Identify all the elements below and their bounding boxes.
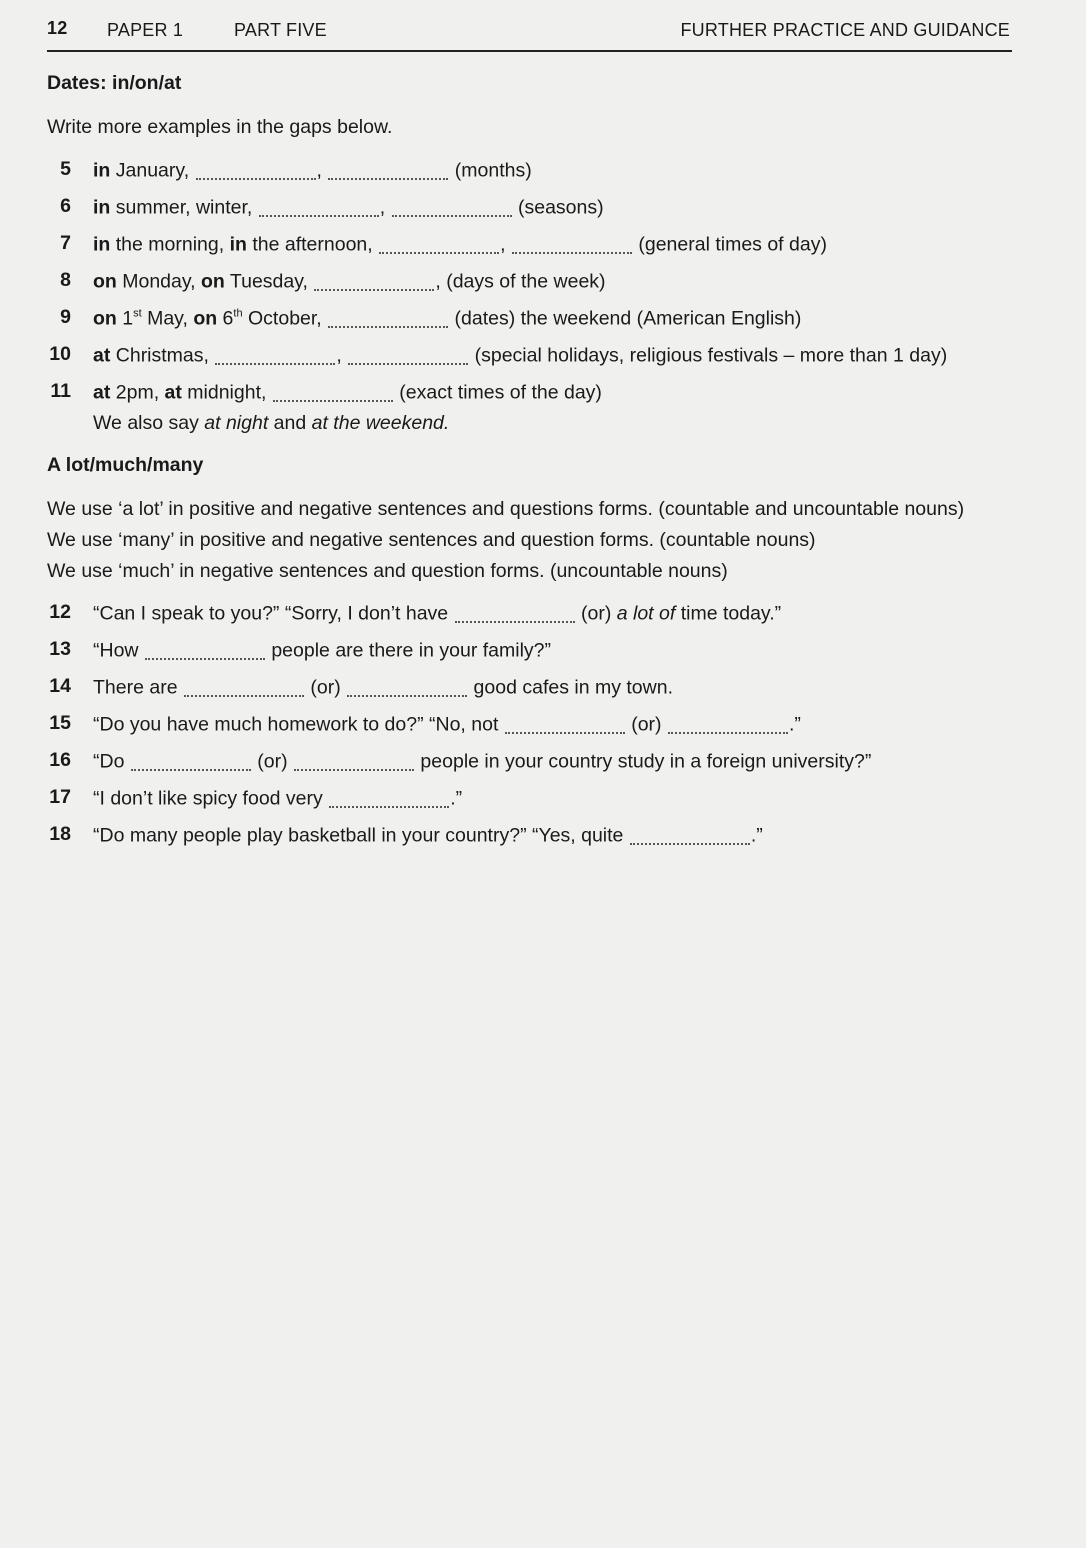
answer-gap[interactable] — [215, 343, 335, 365]
answer-gap[interactable] — [196, 158, 316, 180]
answer-gap[interactable] — [328, 158, 448, 180]
item-text: “Do (or) people in your country study in a foreign university?” — [93, 750, 872, 773]
item-text: in the morning, in the afternoon, , (general times of day) — [93, 233, 827, 256]
answer-gap[interactable] — [259, 195, 379, 217]
answer-gap[interactable] — [145, 638, 265, 660]
answer-gap[interactable] — [379, 232, 499, 254]
answer-gap[interactable] — [512, 232, 632, 254]
item-number: 8 — [60, 269, 71, 291]
item-text: in January, , (months) — [93, 159, 532, 182]
rule-text: We use ‘many’ in positive and negative sentences and question forms. (countable nouns) — [47, 529, 816, 551]
item-number: 16 — [49, 749, 71, 771]
item-number: 7 — [60, 232, 71, 254]
dates-heading: Dates: in/on/at — [47, 72, 182, 94]
answer-gap[interactable] — [347, 675, 467, 697]
item-text: on Monday, on Tuesday, , (days of the week) — [93, 270, 606, 293]
item-text: at 2pm, at midnight, (exact times of the day) — [93, 381, 602, 404]
answer-gap[interactable] — [630, 823, 750, 845]
item-number: 9 — [60, 306, 71, 328]
rule-text: We use ‘a lot’ in positive and negative sentences and questions forms. (countable and uncountable nouns) — [47, 498, 965, 520]
item-number: 5 — [60, 158, 71, 180]
answer-gap[interactable] — [314, 269, 434, 291]
item-number: 10 — [49, 343, 71, 365]
item-number: 6 — [60, 195, 71, 217]
part-label: PART FIVE — [234, 20, 327, 40]
item-number: 13 — [49, 638, 71, 660]
item-text: “I don’t like spicy food very .” — [93, 787, 463, 810]
answer-gap[interactable] — [184, 675, 304, 697]
item-number: 18 — [49, 823, 71, 845]
item-text: on 1st May, on 6th October, (dates) the weekend (American English) — [93, 307, 802, 330]
section-title: FURTHER PRACTICE AND GUIDANCE — [680, 20, 1010, 40]
dates-intro: Write more examples in the gaps below. — [47, 116, 393, 138]
item-text: “How people are there in your family?” — [93, 639, 551, 662]
item-number: 11 — [50, 380, 71, 402]
item-number: 12 — [49, 601, 71, 623]
answer-gap[interactable] — [131, 749, 251, 771]
item-text: “Do many people play basketball in your country?” “Yes, quite .” — [93, 824, 763, 847]
answer-gap[interactable] — [273, 380, 393, 402]
item-text: at Christmas, , (special holidays, religious festivals – more than 1 day) — [93, 344, 948, 367]
dates-note: We also say at night and at the weekend. — [93, 412, 450, 434]
answer-gap[interactable] — [328, 306, 448, 328]
page-header — [47, 16, 1012, 52]
rule-text: We use ‘much’ in negative sentences and question forms. (uncountable nouns) — [47, 560, 728, 582]
alot-heading: A lot/much/many — [47, 454, 204, 476]
item-number: 14 — [49, 675, 71, 697]
item-text: “Do you have much homework to do?” “No, not (or) .” — [93, 713, 801, 736]
item-number: 15 — [49, 712, 71, 734]
paper-label: PAPER 1 — [107, 20, 184, 40]
item-text: “Can I speak to you?” “Sorry, I don’t have (or) a lot of time today.” — [93, 602, 782, 625]
answer-gap[interactable] — [455, 601, 575, 623]
answer-gap[interactable] — [392, 195, 512, 217]
item-text: in summer, winter, , (seasons) — [93, 196, 604, 219]
item-text: There are (or) good cafes in my town. — [93, 676, 673, 699]
item-number: 17 — [49, 786, 71, 808]
answer-gap[interactable] — [329, 786, 449, 808]
answer-gap[interactable] — [668, 712, 788, 734]
answer-gap[interactable] — [294, 749, 414, 771]
answer-gap[interactable] — [348, 343, 468, 365]
answer-gap[interactable] — [505, 712, 625, 734]
page-number: 12 — [47, 18, 68, 38]
